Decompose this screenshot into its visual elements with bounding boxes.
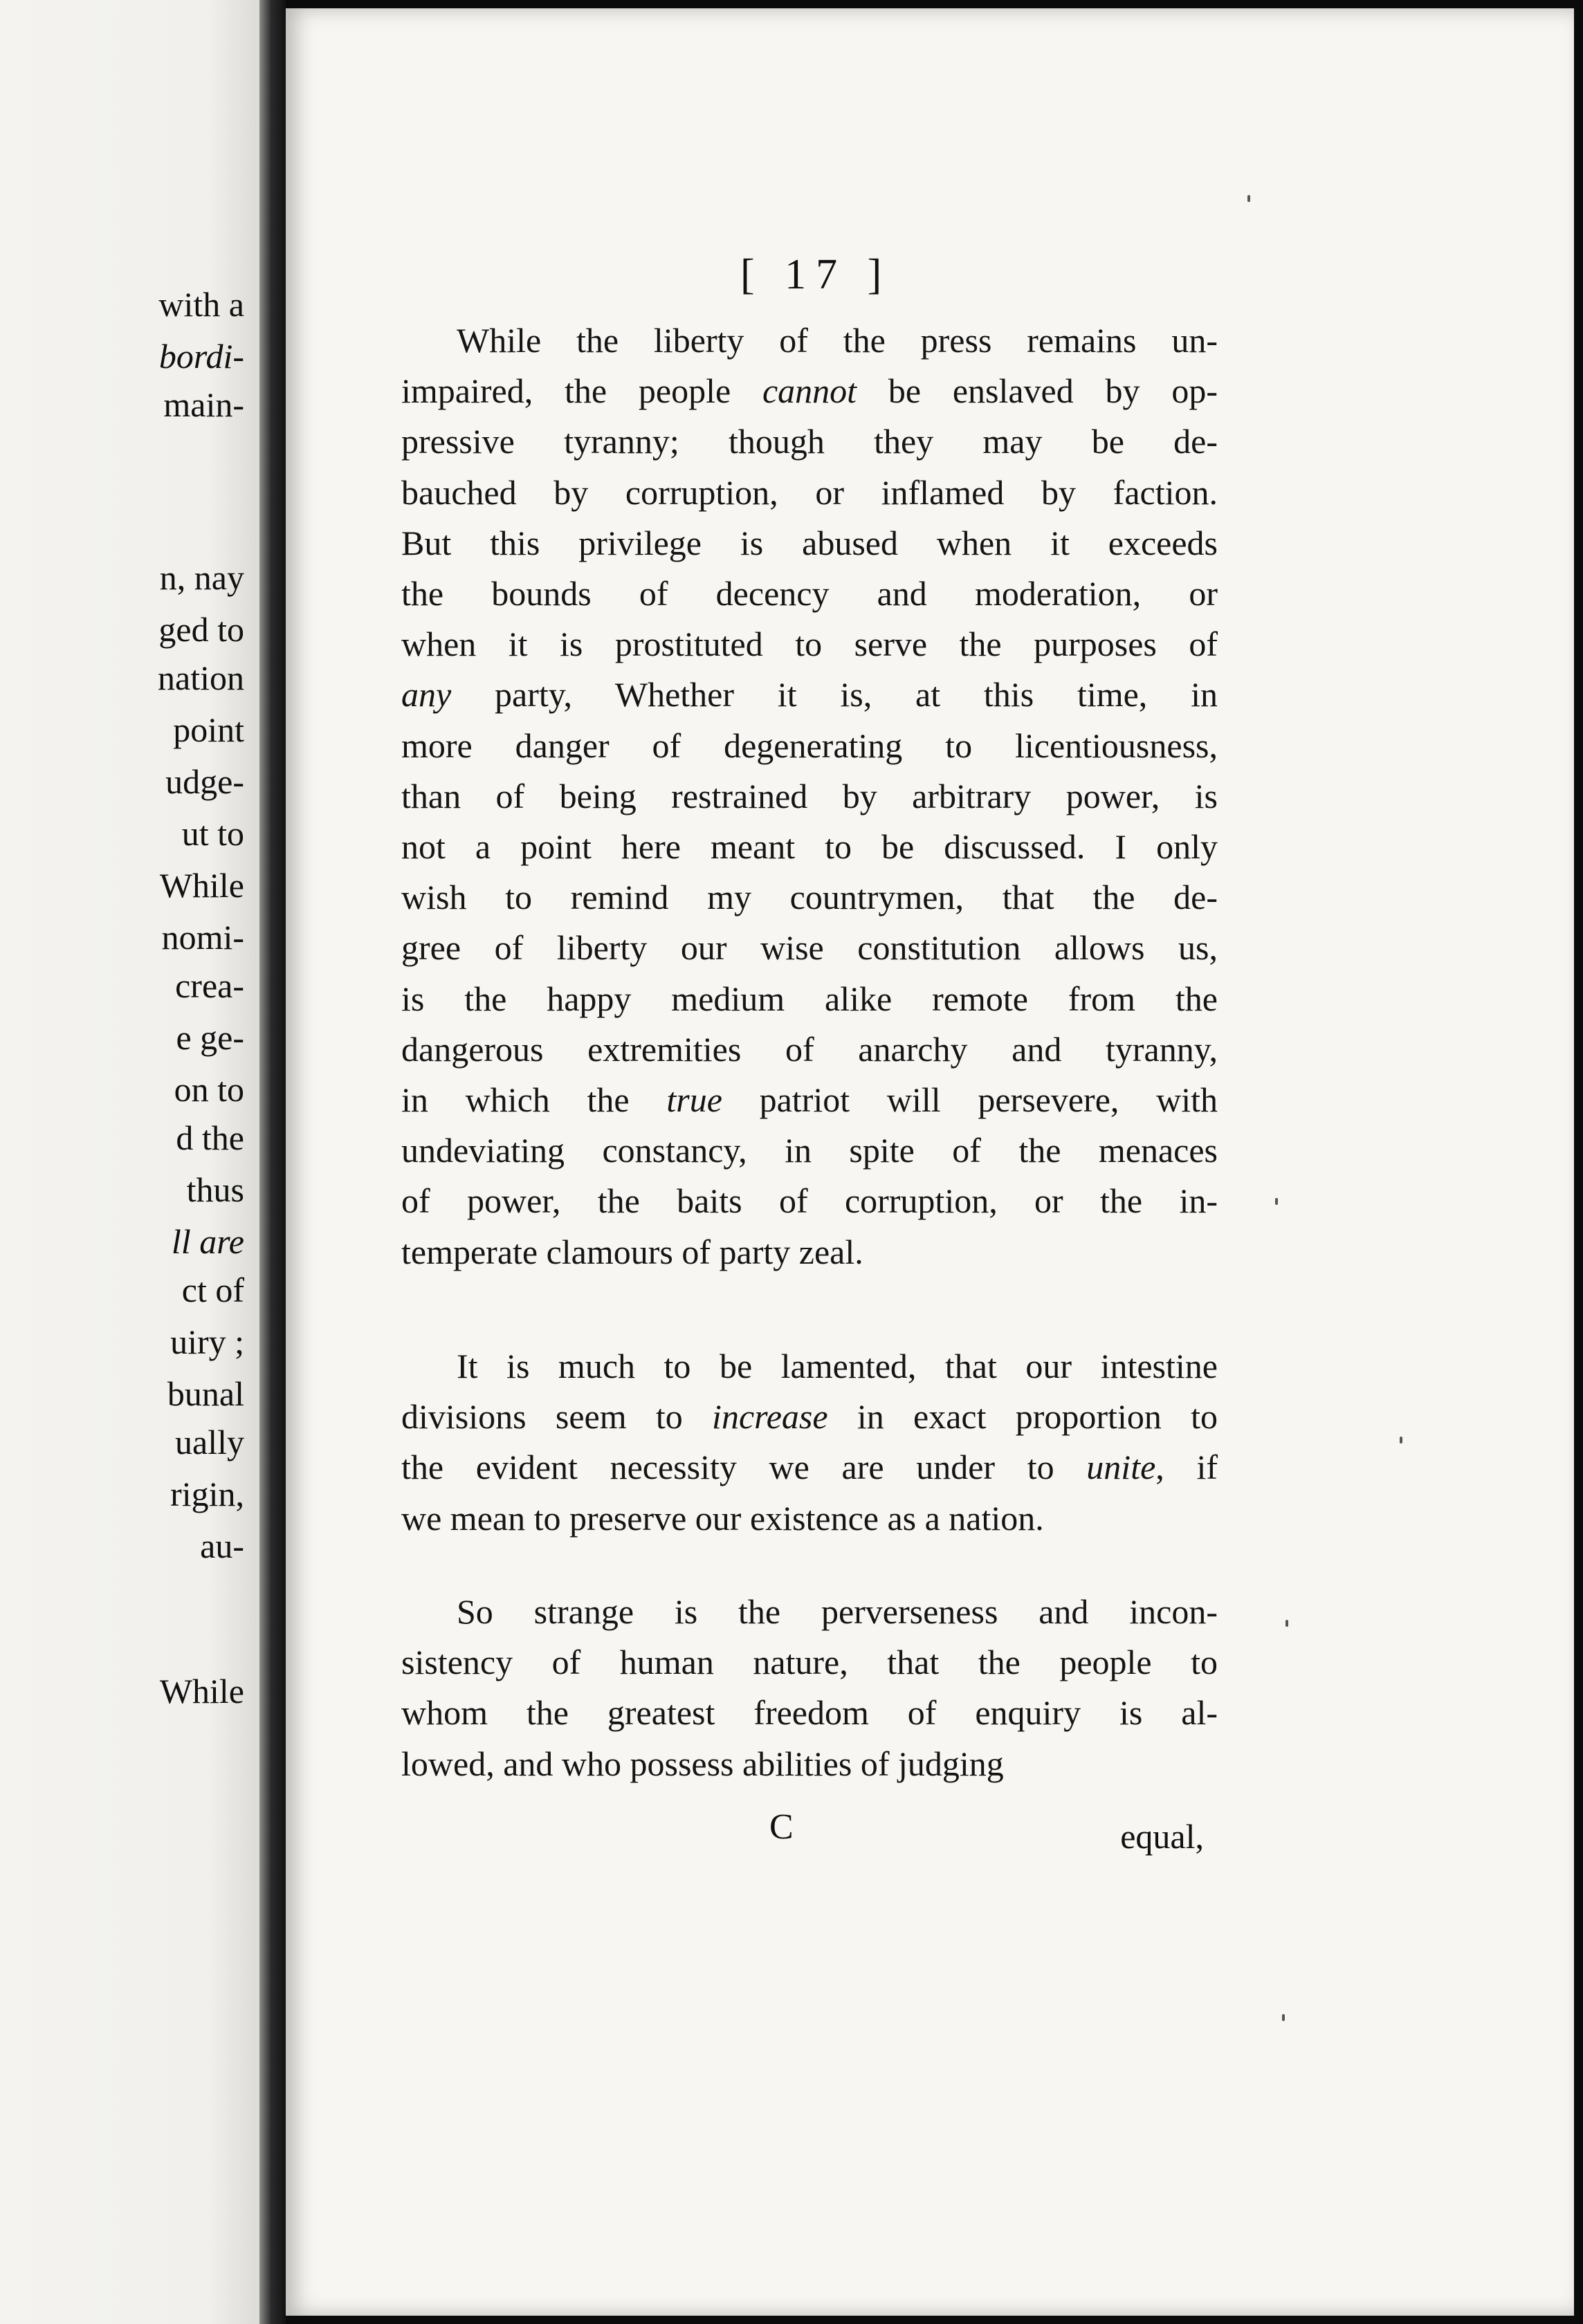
text-segment: It is much to be lamented, that our intestine [457, 1347, 1218, 1385]
text-segment: increase [712, 1397, 828, 1436]
text-segment: wish to remind my countrymen, that the de- [401, 878, 1218, 916]
facing-page-fragment: While [159, 866, 244, 905]
text-segment: than of being restrained by arbitrary power, is [401, 777, 1218, 815]
text-segment: the bounds of decency and moderation, or [401, 574, 1218, 613]
text-segment: dangerous extremities of anarchy and tyranny, [401, 1030, 1218, 1069]
text-line [401, 1743, 1218, 1784]
text-segment: the evident necessity we are under to [401, 1448, 1087, 1486]
facing-page-fragment: udge- [165, 762, 244, 801]
facing-page-fragment: rigin, [170, 1475, 244, 1513]
text-line [401, 1079, 1218, 1120]
facing-page-fragment: nation [158, 658, 244, 697]
ink-speck [1285, 1620, 1288, 1627]
text-segment: So strange is the perverseness and incon- [457, 1592, 1218, 1631]
binding-gutter [259, 0, 286, 2324]
text-segment: But this privilege is abused when it exceeds [401, 524, 1218, 562]
text-line [401, 826, 1218, 867]
page-number: [ 17 ] [740, 251, 892, 298]
facing-page-fragment: thus [186, 1170, 244, 1209]
text-line [401, 1129, 1218, 1171]
facing-page-fragment: main- [163, 385, 244, 424]
text-line [401, 573, 1218, 614]
text-segment: sistency of human nature, that the people to [401, 1643, 1218, 1681]
facing-page-fragment: nomi- [161, 918, 244, 957]
text-line [401, 725, 1218, 766]
facing-page-fragment: n, nay [159, 558, 244, 597]
facing-page-fragment: bunal [167, 1374, 244, 1413]
text-line [401, 1029, 1218, 1070]
facing-page-fragment: ually [175, 1423, 244, 1461]
text-line [401, 623, 1218, 665]
facing-page-fragment: au- [200, 1527, 244, 1565]
text-segment: impaired, the people [401, 371, 762, 410]
text-line [401, 674, 1218, 715]
text-segment: temperate clamours of party zeal. [401, 1233, 863, 1271]
text-line [401, 1396, 1218, 1437]
text-line [401, 1497, 1218, 1539]
text-segment: more danger of degenerating to licentiousness, [401, 726, 1218, 765]
facing-page-fragment: e ge- [176, 1018, 244, 1057]
facing-page-fragment: on to [174, 1070, 244, 1109]
scan-edge [1574, 0, 1583, 2324]
text-line [401, 775, 1218, 817]
text-line [401, 1641, 1218, 1683]
text-line [401, 472, 1218, 513]
facing-page-fragment: d the [176, 1118, 244, 1157]
facing-page-fragment: ut to [181, 814, 244, 853]
text-line [401, 1692, 1218, 1733]
text-line [401, 421, 1218, 462]
text-segment: be enslaved by op- [857, 371, 1218, 410]
text-line [401, 370, 1218, 412]
text-segment: not a point here meant to be discussed. I only [401, 827, 1218, 866]
text-segment: unite [1086, 1448, 1156, 1486]
facing-page-fragment: ct of [181, 1271, 244, 1309]
text-line [401, 522, 1218, 564]
text-segment: whom the greatest freedom of enquiry is al- [401, 1693, 1218, 1732]
facing-page-fragment: crea- [175, 966, 244, 1005]
facing-page-fragment: ll are [171, 1222, 244, 1261]
text-line [457, 320, 1218, 361]
text-line [457, 1591, 1218, 1632]
facing-page-fragment: bordi- [158, 337, 244, 376]
text-segment: gree of liberty our wise constitution allows us, [401, 928, 1218, 967]
ink-speck [1275, 1198, 1278, 1205]
text-line [401, 978, 1218, 1020]
text-segment: party, Whether it is, at this time, in [451, 675, 1218, 714]
text-segment: any [401, 675, 452, 714]
facing-page-fragment: point [173, 710, 244, 749]
ink-speck [1400, 1437, 1402, 1444]
facing-page-left [0, 0, 259, 2324]
text-segment: of power, the baits of corruption, or the in- [401, 1181, 1218, 1220]
text-segment: in exact proportion to [827, 1397, 1218, 1436]
facing-page-fragment: While [159, 1672, 244, 1710]
facing-page-fragment: with a [158, 285, 244, 324]
text-segment: patriot will persevere, with [722, 1080, 1218, 1119]
facing-page-fragment: uiry ; [170, 1322, 244, 1361]
text-line [401, 1231, 1218, 1273]
text-segment: in which the [401, 1080, 667, 1119]
text-segment: , if [1155, 1448, 1218, 1486]
text-segment: when it is prostituted to serve the purposes of [401, 625, 1218, 663]
text-segment: true [666, 1080, 722, 1119]
text-segment: we mean to preserve our existence as a nation. [401, 1499, 1044, 1538]
text-segment: undeviating constancy, in spite of the menaces [401, 1131, 1218, 1170]
text-line [401, 1180, 1218, 1221]
text-line [401, 1446, 1218, 1488]
text-line [401, 876, 1218, 918]
text-segment: is the happy medium alike remote from the [401, 979, 1218, 1018]
signature-mark: C [769, 1807, 794, 1847]
text-segment: bauched by corruption, or inflamed by faction. [401, 473, 1218, 512]
text-line [457, 1345, 1218, 1387]
facing-page-fragment: ged to [158, 610, 244, 649]
ink-speck [1282, 2014, 1285, 2021]
text-segment: pressive tyranny; though they may be de- [401, 422, 1218, 461]
text-segment: lowed, and who possess abilities of judging [401, 1744, 1004, 1783]
text-segment: While the liberty of the press remains un- [457, 321, 1218, 360]
catchword: equal, [1120, 1817, 1204, 1856]
text-segment: divisions seem to [401, 1397, 713, 1436]
text-segment: cannot [762, 371, 857, 410]
ink-speck [1247, 195, 1250, 202]
text-line [401, 927, 1218, 968]
